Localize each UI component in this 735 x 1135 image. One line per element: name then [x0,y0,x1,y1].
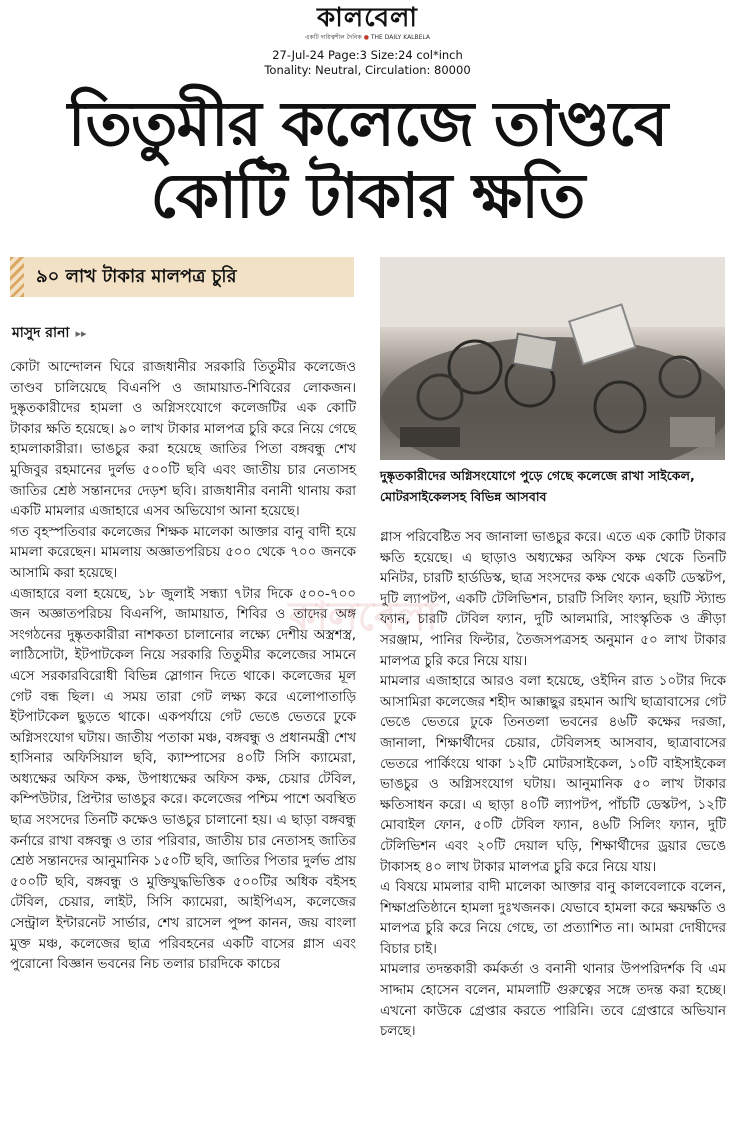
subhead: ৯০ লাখ টাকার মালপত্র চুরি [36,265,237,287]
clipping-meta-line2: Tonality: Neutral, Circulation: 80000 [264,63,471,77]
byline-arrows-icon: ▸▸ [75,327,87,340]
headline-line1: তিতুমীর কলেজে তাণ্ডবে [67,87,668,160]
tagline-dot-icon: ● [363,34,369,41]
clipping-meta-line1: 27-Jul-24 Page:3 Size:24 col*inch [272,48,463,62]
watermark-logo: কালবেলা [288,593,438,640]
tagline-bn: একটি দায়িত্বশীল দৈনিক [304,34,362,41]
article-right-column [380,528,726,1043]
paragraph: এজাহারে বলা হয়েছে, ১৮ জুলাই সন্ধ্যা ৭টার দিকে ৫০০-৭০০ জন অজ্ঞাতপরিচয় বিএনপি, জামায়াত, শিবির ও তাদের অঙ্গ সংগঠনের দুষ্কৃতকারীরা নাশকতা চালানোর লক্ষ্যে দেশীয় অস্ত্রশস্ত্র, লাঠিসোটা, ইটপাটকেল নিয়ে সরকারি তিতুমীর কলেজের সামনে এসে সরকারবিরোধী বিভিন্ন স্লোগান দিতে থাকে। কলেজের মূল গেট বন্ধ ছিল। এ সময় তারা গেট লক্ষ্য করে এলোপাতাড়ি ইটপাটকেল ছুড়তে থাকে। একপর্যায়ে গেট ভেঙে ভেতরে ঢুকে অগ্নিসংযোগ ঘটায়। জাতীয় পতাকা মঞ্চ, বঙ্গবন্ধু ও প্রধানমন্ত্রী শেখ হাসিনার অফিসিয়াল ছবি, ক্যাম্পাসের ৪০টি সিসি ক্যামেরা, অধ্যক্ষের অফিস কক্ষ, উপাধ্যক্ষের অফিস কক্ষ, চেয়ার টেবিল, কম্পিউটার, প্রিন্টার ভাঙচুর করে। কলেজের পশ্চিম পাশে অবস্থিত ছাত্র সংসদের তিনটি কক্ষেও ভাঙচুর চালানো হয়। এ ছাড়া বঙ্গবন্ধু কর্নারে রাখা বঙ্গবন্ধু ও তার পরিবার, জাতীয় চার নেতাসহ জাতির শ্রেষ্ঠ সন্তানদের আনুমানিক ১৫০টি ছবি, জাতির পিতার দুর্লভ প্রায় ৫০০টি ছবি, বঙ্গবন্ধু ও মুক্তিযুদ্ধভিত্তিক ৫০০টির অধিক বইসহ টেবিল, চেয়ার, লাইট, সিসি ক্যামেরা, আইপিএস, কলেজের সেন্ট্রাল ইন্টারনেট সার্ভার, শেখ রাসেল পুষ্প কানন, জয় বাংলা মুক্ত মঞ্চ, কলেজের ছাত্র পরিবহনের একটি বাসের গ্লাস এবং পুরোনো বিজ্ঞান ভবনের নিচ তলার চারদিকে কাচের [10,586,356,973]
tagline-en: THE DAILY KALBELA [370,34,431,41]
headline [20,88,715,232]
masthead-tagline [0,32,735,43]
byline [12,321,87,345]
masthead [0,4,735,43]
paragraph: এ বিষয়ে মামলার বাদী মালেকা আক্তার বানু কালবেলাকে বলেন, শিক্ষাপ্রতিষ্ঠানে হামলা দুঃখজনক। যেভাবে হামলা করে ক্ষয়ক্ষতি ও মালপত্র চুরি করে নিয়ে গেছে, তা প্রত্যাশিত না। আমরা দোষীদের বিচার চাই। [380,880,726,957]
paragraph: গত বৃহস্পতিবার কলেজের শিক্ষক মালেকা আক্তার বানু বাদী হয়ে মামলা করেছেন। মামলায় অজ্ঞাতপরিচয় ৫০০ থেকে ৭০০ জনকে আসামি করা হয়েছে। [10,524,356,581]
paragraph: কোটা আন্দোলন ঘিরে রাজধানীর সরকারি তিতুমীর কলেজেও তাণ্ডব চালিয়েছে বিএনপি ও জামায়াত-শিবিরের লোকজন। দুষ্কৃতকারীদের হামলা ও অগ্নিসংযোগে কলেজটির এক কোটি টাকার ক্ষতি হয়েছে। ৯০ লাখ টাকার মালপত্র চুরি করে নিয়ে গেছে হামলাকারীরা। ভাঙচুর করা হয়েছে জাতির পিতা বঙ্গবন্ধু শেখ মুজিবুর রহমানের দুর্লভ ৫০০টি ছবি এবং জাতীয় চার নেতাসহ জাতির শ্রেষ্ঠ সন্তানদের দেড়শ ছবি। রাজধানীর বনানী থানায় করা একটি মামলার এজাহারে এসব অভিযোগ আনা হয়েছে। [10,360,356,520]
byline-author: মাসুদ রানা [12,325,70,341]
subhead-box [10,257,354,297]
headline-line2: কোটি টাকার ক্ষতি [150,159,585,232]
news-photo [380,257,725,460]
newspaper-logo: কালবেলা [317,3,418,33]
subhead-ornament-icon [10,257,24,297]
photo-caption: দুষ্কৃতকারীদের অগ্নিসংযোগে পুড়ে গেছে কলেজে রাখা সাইকেল, মোটরসাইকেলসহ বিভিন্ন আসবাব [380,468,695,504]
paragraph: মামলার এজাহারে আরও বলা হয়েছে, ওইদিন রাত ১০টার দিকে আসামিরা কলেজের শহীদ আক্কাছুর রহমান আখি ছাত্রাবাসের গেট ভেঙে ভেতরে ঢুকে তিনতলা ভবনের ৪৬টি কক্ষের দরজা, জানালা, শিক্ষার্থীদের চেয়ার, টেবিলসহ আসবাব, ছাত্রাবাসের ভেতরে পার্কিংয়ে থাকা ১২টি মোটরসাইকেল, ১০টি বাইসাইকেল ভাঙচুর ও অগ্নিসংযোগ ঘটায়। আনুমানিক ৫০ লাখ টাকার ক্ষতিসাধন করে। এ ছাড়া ৪০টি ল্যাপটপ, পাঁচটি ডেস্কটপ, ১২টি মোবাইল ফোন, ৫০টি টেবিল ফ্যান, ৪৬টি সিলিং ফ্যান, দুটি টেলিভিশন এবং ২০টি দেয়াল ঘড়ি, শিক্ষার্থীদের ড্রয়ার ভেঙে টাকাসহ ৪০ লাখ টাকার মালপত্র চুরি করে নিয়ে যায়। [380,674,726,875]
paragraph: গ্লাস পরিবেষ্টিত সব জানালা ভাঙচুর করে। এতে এক কোটি টাকার ক্ষতি হয়েছে। এ ছাড়াও অধ্যক্ষের অফিস কক্ষ থেকে তিনটি মনিটর, চারটি হার্ডডিস্ক, ছাত্র সংসদের কক্ষ থেকে একটি ডেস্কটপ, দুটি ল্যাপটপ, একটি টেলিভিশন, চারটি সিলিং ফ্যান, ছয়টি স্ট্যান্ড ফ্যান, চারটি টেবিল ফ্যান, দুটি আলমারি, সাংস্কৃতিক ও ক্রীড়া সরঞ্জাম, পানির ফিল্টার, তৈজসপত্রসহ অনুমান ৫০ লাখ টাকার মালপত্র চুরি করে নিয়ে যায়। [380,530,726,669]
article-left-column [10,358,356,976]
paragraph: মামলার তদন্তকারী কর্মকর্তা ও বনানী থানার উপপরিদর্শক বি এম সাদ্দাম হোসেন বলেন, মামলাটি গুরুত্বের সঙ্গে তদন্ত করা হচ্ছে। এখনো কাউকে গ্রেপ্তার করতে পারিনি। তবে গ্রেপ্তারে অভিযান চলছে। [380,962,726,1040]
burned-debris-illustration [380,257,725,460]
